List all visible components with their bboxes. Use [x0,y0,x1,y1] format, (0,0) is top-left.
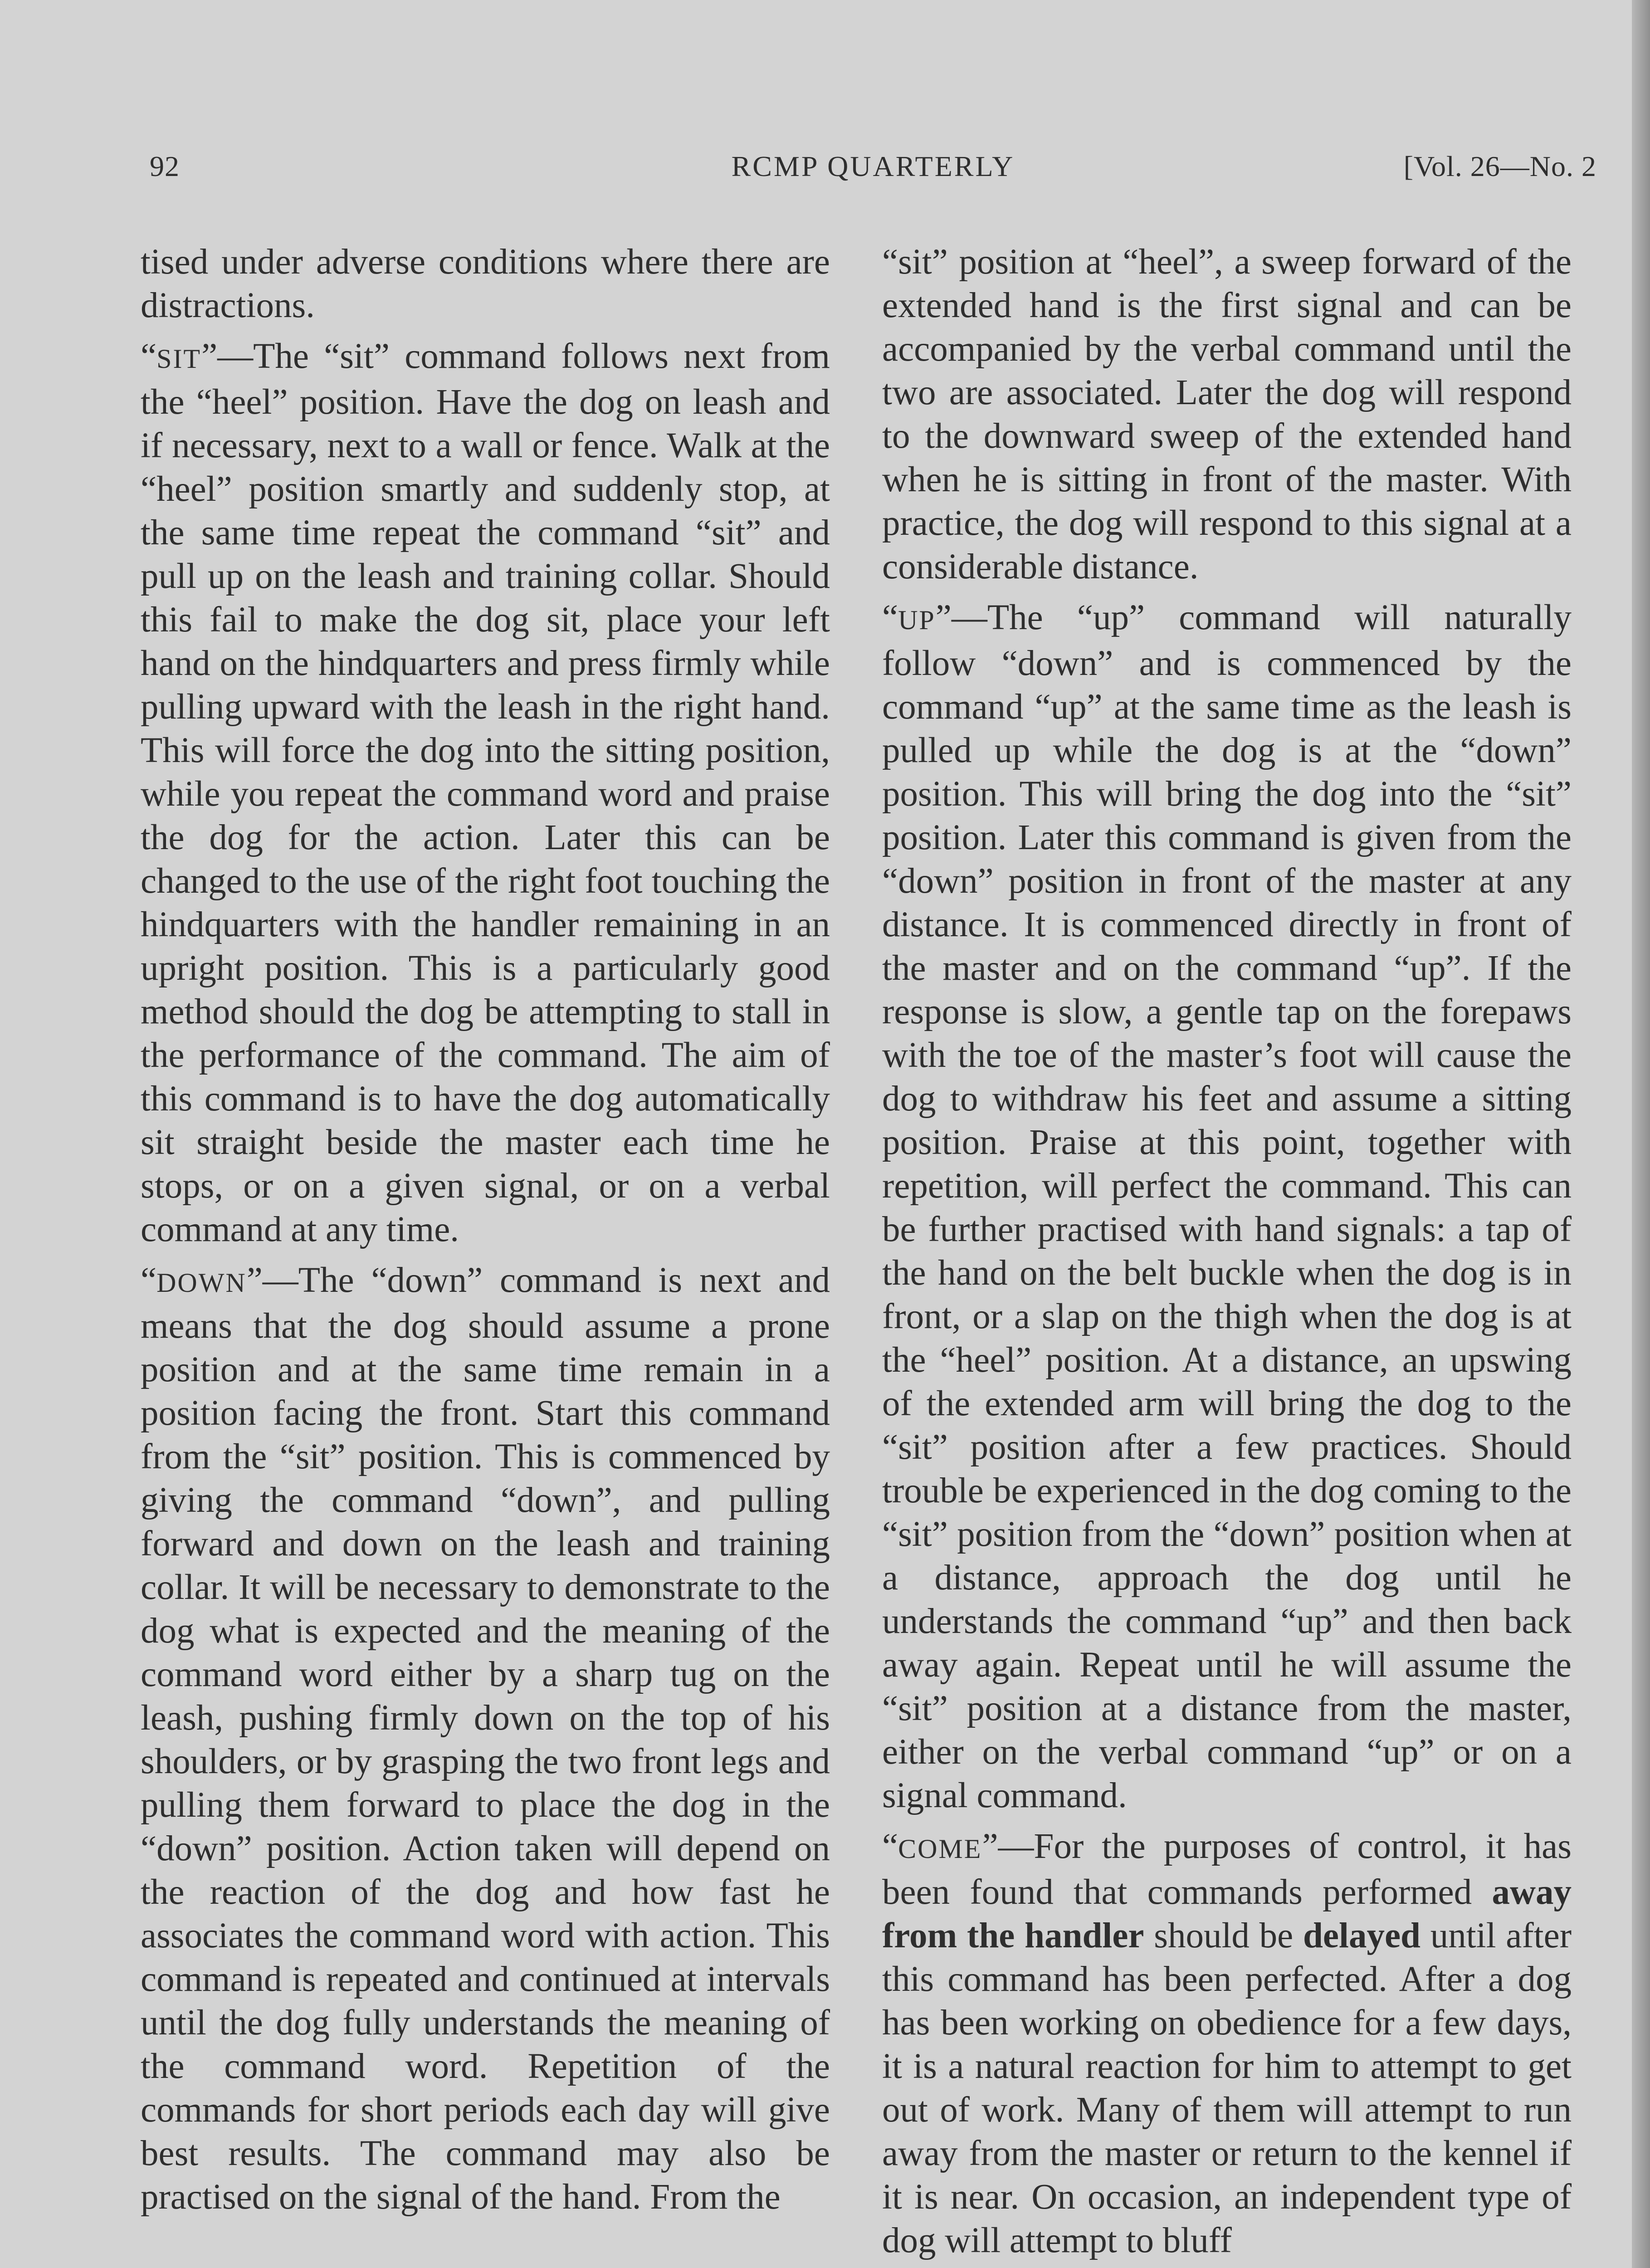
sit-heading: SIT [156,344,202,374]
paragraph-up [882,596,1572,1818]
right-column [882,240,1572,2268]
page-edge-shadow [1632,0,1650,2268]
paragraph-continued: tised under adverse conditions where there are distractions. [141,242,830,325]
come-body-a: For the purposes of control, it has been found that commands performed [882,1827,1572,1912]
come-body-c: until after this command has been perfected. After a dog has been working on obedience for a few days, it is a natural reaction for him to attempt to get out of work. Many of them will attempt to run away from the master or return to the kennel if it is near. On occasion, an independent type of dog will attempt to bluff [882,1916,1572,2260]
come-heading: COME [898,1834,982,1864]
paragraph-come [882,1825,1572,2263]
come-body-b: should be [1144,1916,1303,1955]
come-lead-close: ”— [982,1827,1034,1866]
paragraph-down [141,1259,830,2219]
up-lead-open: “ [882,598,898,637]
up-heading: UP [898,605,936,635]
come-lead-open: “ [882,1827,898,1866]
journal-title: RCMP QUARTERLY [731,150,1015,182]
sit-lead-close: ”— [201,337,254,376]
paragraph-sit [141,335,830,1251]
left-column [141,240,830,2226]
issue-label: [Vol. 26—No. 2 [1403,150,1596,182]
up-body: The “up” command will naturally follow “down” and is commenced by the command “up” at the same time as the leash is pulled up while the dog is at the “down” position. This will bring the dog into the “sit” position. Later this command is given from the “down” position in front of the master at any distance. It is commenced directly in front of the master and on the command “up”. If the response is slow, a gentle tap on the forepaws with the toe of the master’s foot will cause the dog to withdraw his feet and assume a sitting position. Praise at this point, together with repetition, will perfect the command. This can be further practised with hand signals: a tap of the hand on the belt buckle when the dog is in front, or a slap on the thigh when the dog is at the “heel” position. At a distance, an upswing of the extended arm will bring the dog to the “sit” position after a few practices. Should trouble be experienced in the dog coming to the “sit” position from the “down” position when at a distance, approach the dog until he understands the command “up” and then back away again. Repeat until he will assume the “sit” position at a distance from the master, either on the verbal command “up” or on a signal command. [882,598,1572,1815]
down-body: The “down” command is next and means that the dog should assume a prone position and at the same time remain in a position facing the front. Start this command from the “sit” position. This is commenced by giving the command “down”, and pulling forward and down on the leash and training collar. It will be necessary to demonstrate to the dog what is expected and the meaning of the command word either by a sharp tug on the leash, pushing firmly down on the top of his shoulders, or by grasping the two front legs and pulling them forward to place the dog in the “down” position. Action taken will depend on the reaction of the dog and how fast he associates the command word with action. This command is repeated and continued at intervals until the dog fully understands the meaning of the command word. Repetition of the commands for short periods each day will give best results. The command may also be practised on the signal of the hand. From the [141,1261,830,2217]
down-lead-open: “ [141,1261,157,1300]
sit-body: The “sit” command follows next from the “heel” position. Have the dog on leash and if necessary, next to a wall or fence. Walk at the “heel” position smartly and suddenly stop, at the same time repeat the command “sit” and pull up on the leash and training collar. Should this fail to make the dog sit, place your left hand on the hindquarters and press firmly while pulling upward with the leash in the right hand. This will force the dog into the sitting position, while you repeat the command word and praise the dog for the action. Later this can be changed to the use of the right foot touching the hindquarters with the handler remaining in an upright position. This is a particularly good method should the dog be attempting to stall in the performance of the command. The aim of this command is to have the dog automatically sit straight beside the master each time he stops, or on a given signal, or on a verbal command at any time. [141,337,830,1249]
come-bold-phrase: away from the handler [882,1872,1572,1955]
page-number: 92 [150,150,180,182]
come-bold-delayed: delayed [1303,1916,1421,1955]
sit-lead-open: “ [141,337,157,376]
paragraph-signal: “sit” position at “heel”, a sweep forward of the extended hand is the first signal and can be accompanied by the verbal command until the two are associated. Later the dog will respond to the downward sweep of the extended hand when he is sitting in front of the master. With practice, the dog will respond to this signal at a considerable distance. [882,242,1572,587]
down-lead-close: ”— [246,1261,298,1300]
down-heading: DOWN [156,1268,247,1298]
running-header [150,150,1596,191]
up-lead-close: ”— [935,598,987,637]
